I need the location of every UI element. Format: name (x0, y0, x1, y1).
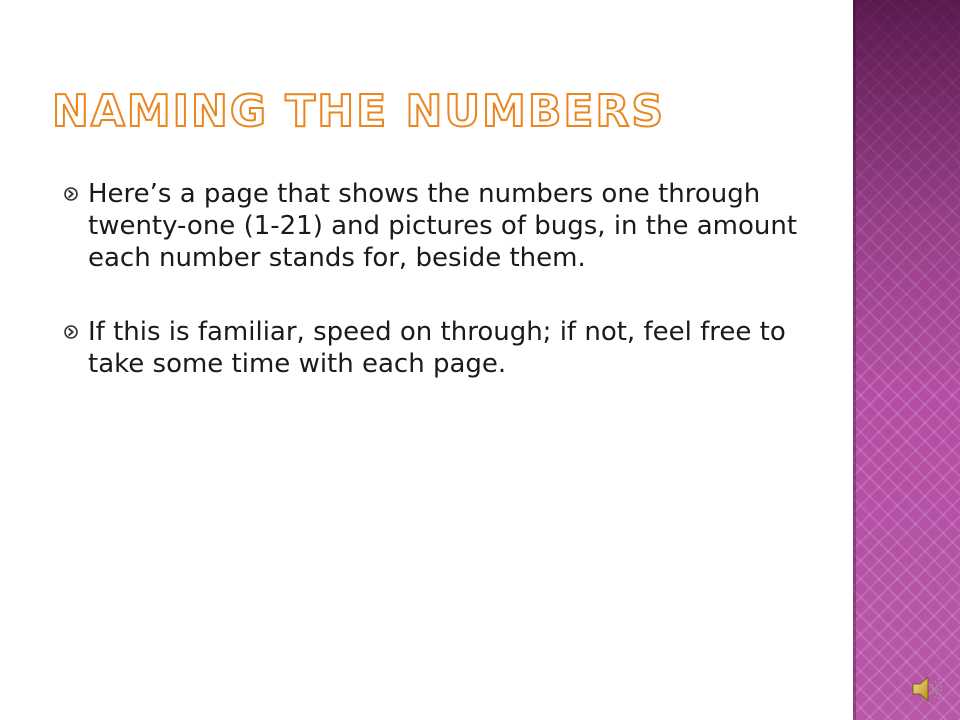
bullet-item (64, 316, 824, 380)
speaker-icon[interactable] (910, 672, 944, 706)
bullet-item (64, 178, 824, 274)
bullet-text: If this is familiar, speed on through; if not, feel free to take some time with each page. (88, 317, 786, 379)
side-panel-edge (853, 0, 856, 720)
circle-arrow-icon (64, 187, 78, 201)
bullet-text: Here’s a page that shows the numbers one through twenty-one (1-21) and pictures of bugs, in the amount each number stands for, beside them. (88, 179, 798, 273)
slide-title: NAMING THE NUMBERS (52, 86, 666, 137)
decorative-side-panel (853, 0, 960, 720)
circle-arrow-icon (64, 325, 78, 339)
bullet-list (64, 178, 824, 422)
